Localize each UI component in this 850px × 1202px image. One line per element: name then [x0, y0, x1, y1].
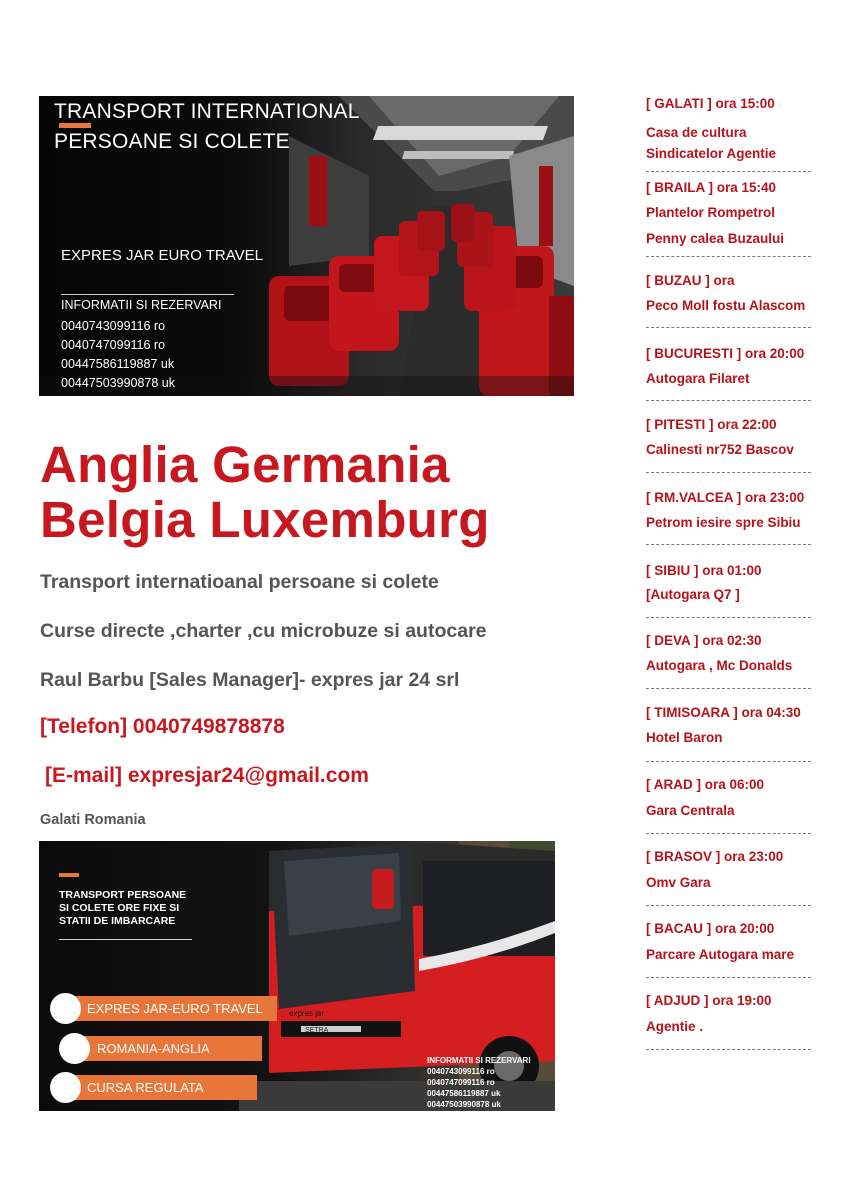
- accent-bar: [59, 873, 79, 877]
- station-address: Peco Moll fostu Alascom: [646, 298, 806, 313]
- station-title: [ PITESTI ] ora 22:00: [646, 417, 777, 432]
- station-divider: [646, 688, 811, 689]
- station-title: [ BACAU ] ora 20:00: [646, 921, 775, 936]
- station-address: Casa de cultura: [646, 125, 747, 140]
- bottom-contact-block: [427, 1055, 531, 1110]
- bottom-banner-divider: [59, 939, 192, 940]
- station-divider: [646, 327, 811, 328]
- bottom-phone: 00447586119887 uk: [427, 1089, 501, 1098]
- station-title: [ DEVA ] ora 02:30: [646, 633, 762, 648]
- banner-divider: [61, 294, 234, 295]
- station-address: Autogara Filaret: [646, 371, 750, 386]
- banner-phone: 0040747099116 ro: [61, 338, 166, 352]
- station-address: Parcare Autogara mare: [646, 947, 795, 962]
- banner-phone: 00447586119887 uk: [61, 357, 175, 371]
- station-address: Sindicatelor Agentie: [646, 146, 777, 161]
- bottom-title-line: STATII DE IMBARCARE: [59, 915, 176, 927]
- routes-description: Curse directe ,charter ,cu microbuze si autocare: [40, 620, 487, 642]
- station-address: Autogara , Mc Donalds: [646, 658, 793, 673]
- station-divider: [646, 1049, 811, 1050]
- station-address: Plantelor Rompetrol: [646, 205, 776, 220]
- top-banner: [39, 96, 574, 396]
- pill-schedule: CURSA REGULATA: [67, 1075, 257, 1100]
- station-title: [ SIBIU ] ora 01:00: [646, 563, 762, 578]
- bottom-phone: 0040743099116 ro: [427, 1067, 495, 1076]
- station-title: [ RM.VALCEA ] ora 23:00: [646, 490, 805, 505]
- station-title: [ BRASOV ] ora 23:00: [646, 849, 784, 864]
- bottom-title-line: SI COLETE ORE FIXE SI: [59, 902, 180, 914]
- station-divider: [646, 617, 811, 618]
- station-divider: [646, 761, 811, 762]
- bottom-info-label: INFORMATII SI REZERVARI: [427, 1056, 531, 1065]
- banner-info-label: INFORMATII SI REZERVARI: [61, 298, 222, 312]
- bus-maker-text: SETRA: [305, 1027, 329, 1034]
- station-address: Omv Gara: [646, 875, 711, 890]
- station-divider: [646, 833, 811, 834]
- pill-circle: [50, 993, 81, 1024]
- station-address: [Autogara Q7 ]: [646, 587, 740, 602]
- bottom-banner-title: [59, 889, 186, 928]
- station-divider: [646, 905, 811, 906]
- pill-route: ROMANIA-ANGLIA: [77, 1036, 262, 1061]
- bottom-phone: 00447503990878 uk: [427, 1100, 501, 1109]
- station-title: [ BUCURESTI ] ora 20:00: [646, 346, 805, 361]
- station-title: [ GALATI ] ora 15:00: [646, 96, 775, 111]
- station-divider: [646, 472, 811, 473]
- bus-brand-text: expres jar: [289, 1009, 325, 1018]
- banner-phone: 00447503990878 uk: [61, 376, 176, 390]
- banner-title-line1: TRANSPORT INTERNATIONAL: [54, 100, 360, 123]
- headline-line1: Anglia Germania: [40, 436, 450, 493]
- station-address: Penny calea Buzaului: [646, 231, 785, 246]
- station-divider: [646, 544, 811, 545]
- bottom-title-line: TRANSPORT PERSOANE: [59, 889, 187, 901]
- banner-phone-list: [61, 317, 175, 393]
- station-divider: [646, 977, 811, 978]
- pill-circle: [50, 1072, 81, 1103]
- station-divider: [646, 400, 811, 401]
- contact-person: Raul Barbu [Sales Manager]- expres jar 24 srl: [40, 669, 460, 691]
- station-address: Gara Centrala: [646, 803, 735, 818]
- banner-brand: EXPRES JAR EURO TRAVEL: [61, 247, 264, 264]
- phone-link[interactable]: [Telefon] 0040749878878: [40, 715, 285, 738]
- pill-brand: EXPRES JAR-EURO TRAVEL: [67, 996, 277, 1021]
- station-title: [ BUZAU ] ora: [646, 273, 735, 288]
- station-address: Agentie .: [646, 1019, 704, 1034]
- station-address: Petrom iesire spre Sibiu: [646, 515, 801, 530]
- location-text: Galati Romania: [40, 812, 146, 828]
- banner-phone: 0040743099116 ro: [61, 319, 166, 333]
- station-title: [ TIMISOARA ] ora 04:30: [646, 705, 801, 720]
- headline-line2: Belgia Luxemburg: [40, 491, 490, 548]
- station-address: Hotel Baron: [646, 730, 723, 745]
- email-link[interactable]: [E-mail] expresjar24@gmail.com: [45, 764, 369, 787]
- bottom-banner: [39, 841, 555, 1111]
- station-divider: [646, 171, 811, 172]
- station-divider: [646, 256, 811, 257]
- station-title: [ BRAILA ] ora 15:40: [646, 180, 777, 195]
- station-title: [ ADJUD ] ora 19:00: [646, 993, 772, 1008]
- pill-circle: [59, 1033, 90, 1064]
- banner-title-line2: PERSOANE SI COLETE: [54, 130, 290, 153]
- bottom-phone: 0040747099116 ro: [427, 1078, 495, 1087]
- station-title: [ ARAD ] ora 06:00: [646, 777, 765, 792]
- station-address: Calinesti nr752 Bascov: [646, 442, 794, 457]
- service-description: Transport internatioanal persoane si colete: [40, 571, 439, 593]
